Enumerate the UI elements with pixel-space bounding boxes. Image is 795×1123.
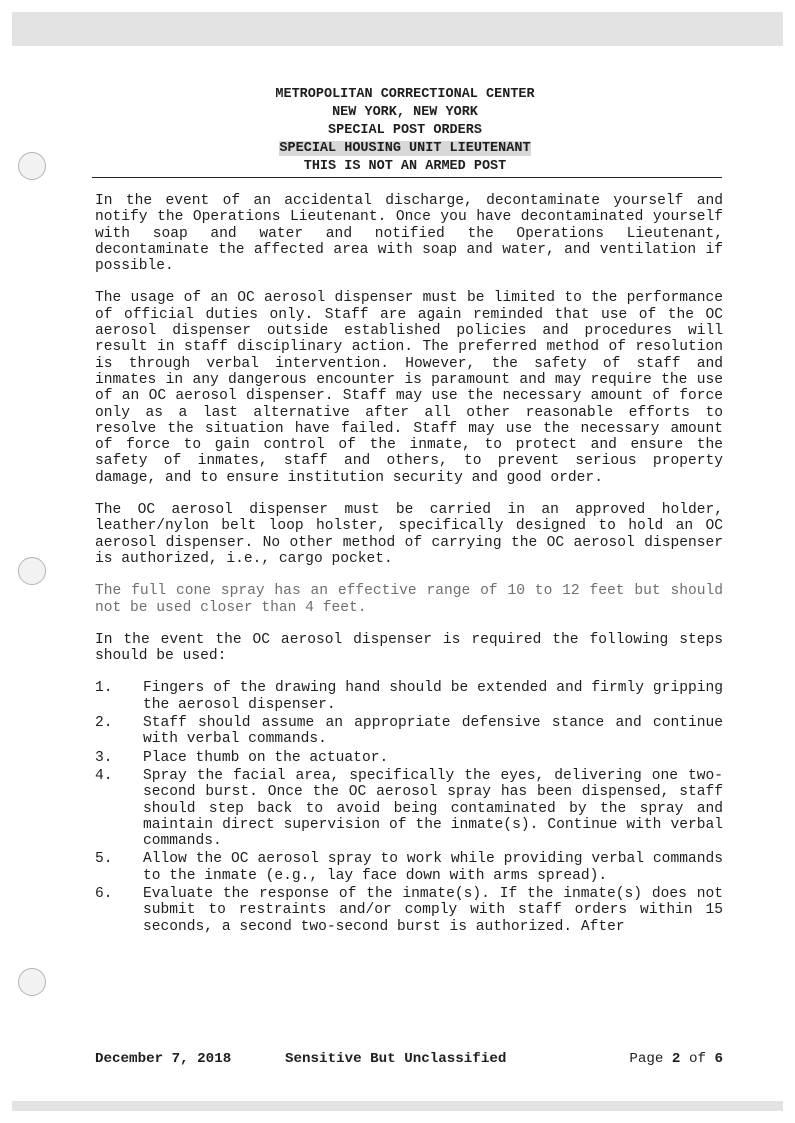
punch-hole-top [18,152,46,180]
header-doc-type: SPECIAL POST ORDERS [328,123,482,138]
paragraph-spray-range: The full cone spray has an effective range of 10 to 12 feet but should not be used closer than 4 feet. [95,583,723,616]
scan-border-bottom [12,1101,783,1111]
step-number: 2. [95,715,113,732]
paragraph-carrying: The OC aerosol dispenser must be carried in an approved holder, leather/nylon belt loop holster, specifically designed to hold an OC aerosol dispenser. No other method of carrying the OC aerosol dispenser is authorized, i.e., cargo pocket. [95,502,723,567]
document-body [95,193,723,937]
step-text: Spray the facial area, specifically the eyes, delivering one two-second burst. Once the OC aerosol spray has been dispensed, staff should step back to avoid being contaminated by the spray and maintain direct supervision of the inmate(s). Continue with verbal commands. [143,767,723,850]
header-location: NEW YORK, NEW YORK [332,105,478,120]
step-text: Fingers of the drawing hand should be extended and firmly gripping the aerosol dispenser. [143,680,723,713]
footer-classification: Sensitive But Unclassified [285,1051,507,1067]
step-text: Place thumb on the actuator. [143,749,389,766]
document-header [90,86,720,176]
list-item [95,680,723,713]
step-text: Allow the OC aerosol spray to work while providing verbal commands to the inmate (e.g., lay face down with arms spread). [143,851,723,884]
scan-border-top [12,12,783,46]
step-text: Staff should assume an appropriate defensive stance and continue with verbal commands. [143,715,723,748]
paragraph-accidental-discharge: In the event of an accidental discharge, decontaminate yourself and notify the Operations Lieutenant. Once you have decontaminated yourself with soap and water and notified the Operations Lieutenant, decontaminate the affected area with soap and water, and ventilation if possible. [95,193,723,275]
header-institution: METROPOLITAN CORRECTIONAL CENTER [275,87,535,102]
paragraph-usage-policy: The usage of an OC aerosol dispenser must be limited to the performance of official duties only. Staff are again reminded that use of the OC aerosol dispenser outside established policies and procedures will result in staff disciplinary action. The preferred method of resolution is through verbal intervention. However, the safety of staff and inmates in any dangerous encounter is paramount and may require the use of an OC aerosol dispenser. Staff may use the necessary amount of force only as a last alternative after all other reasonable efforts to resolve the situation have failed. Staff may use the necessary amount of force to gain control of the inmate, to protect and ensure the safety of inmates, staff and others, to prevent serious property damage, and to ensure institution security and good order. [95,290,723,486]
punch-hole-bottom [18,968,46,996]
step-number: 3. [95,749,113,766]
header-post-title: SPECIAL HOUSING UNIT LIEUTENANT [279,141,531,156]
step-number: 5. [95,851,113,868]
list-item [95,768,723,849]
steps-list [95,680,723,934]
footer-page-number: Page 2 of 6 [629,1051,723,1067]
step-text: Evaluate the response of the inmate(s). If the inmate(s) does not submit to restraints and/or comply with staff orders within 15 seconds, a second two-second burst is authorized. After [143,885,723,935]
list-item [95,750,723,766]
punch-hole-middle [18,557,46,585]
header-rule [92,177,722,178]
list-item [95,851,723,884]
list-item [95,715,723,748]
step-number: 6. [95,885,113,902]
step-number: 4. [95,767,113,784]
footer-date: December 7, 2018 [95,1051,232,1067]
header-armed-status: THIS IS NOT AN ARMED POST [303,159,507,174]
document-footer [95,1051,723,1067]
list-item [95,886,723,935]
paragraph-steps-intro: In the event the OC aerosol dispenser is required the following steps should be used: [95,631,723,665]
step-number: 1. [95,680,113,697]
